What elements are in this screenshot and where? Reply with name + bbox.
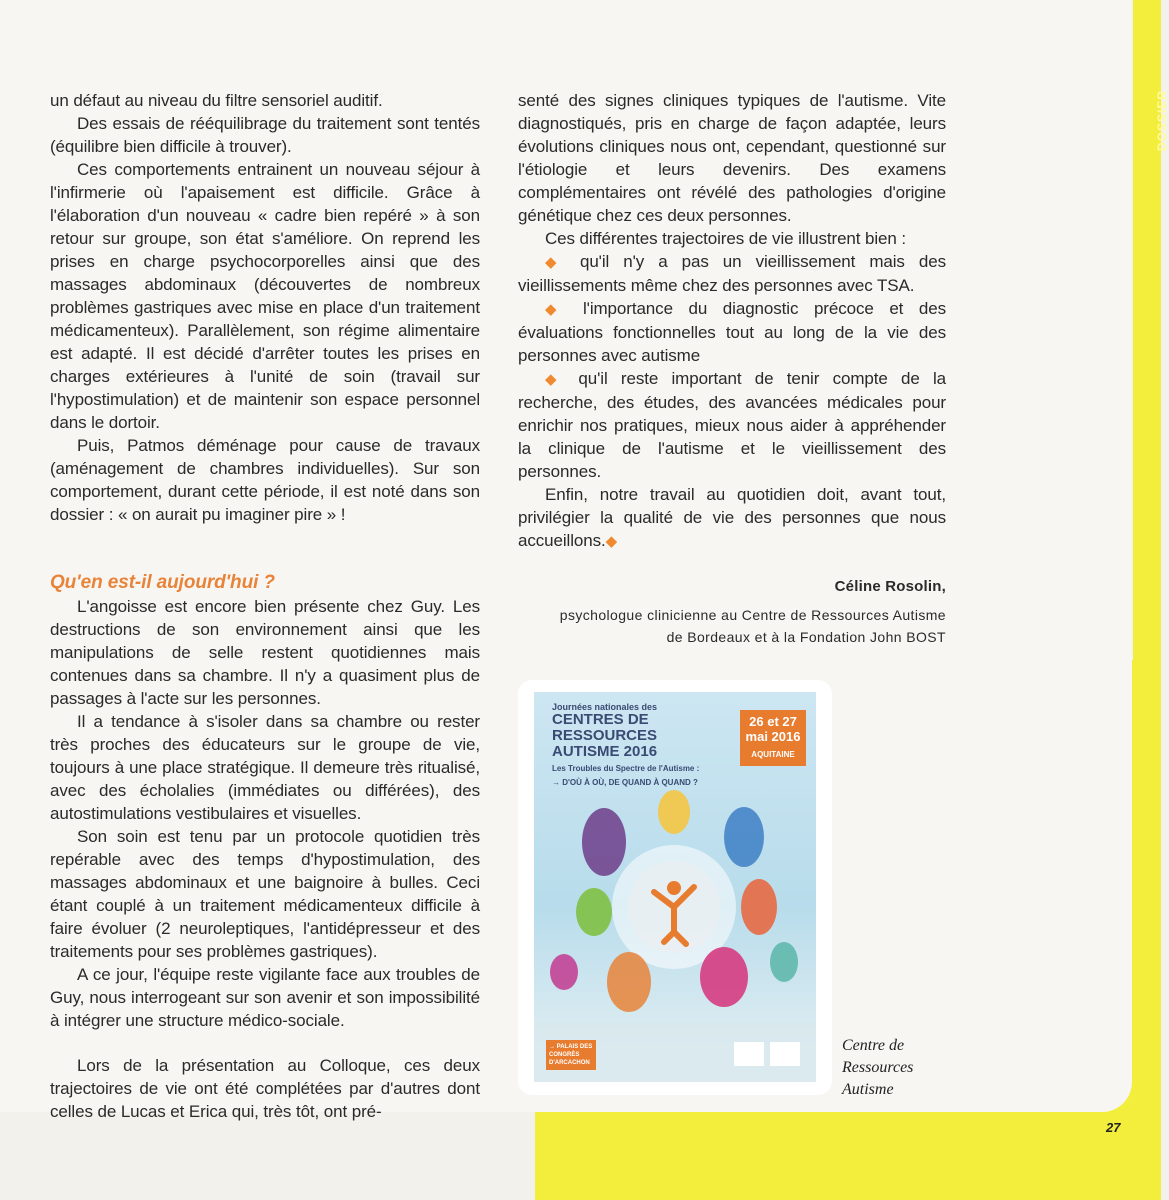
author-name: Céline Rosolin, [834, 578, 946, 595]
right-column [518, 89, 946, 648]
list-item-text: qu'il n'y a pas un vieillissement mais des vieillissements même chez des personnes avec TSA. [518, 252, 947, 295]
list-item [518, 250, 946, 297]
author-credit-line: de Bordeaux et à la Fondation John BOST [666, 629, 946, 645]
list-item [518, 367, 946, 483]
poster-artwork [534, 692, 816, 1082]
list-item-text: l'importance du diagnostic précoce et des évaluations fonctionnelles tout au long de la vie des personnes avec autisme [518, 299, 946, 365]
caption-line: Ressources [842, 1059, 914, 1076]
poster-title-line: RESSOURCES [552, 727, 658, 744]
poster-small-title: Journées nationales des [552, 702, 658, 712]
paragraph: Des essais de rééquilibrage du traitement sont tentés (équilibre bien difficile à trouver). [50, 114, 480, 156]
list-item [518, 297, 946, 367]
paragraph: L'angoisse est encore bien présente chez Guy. Les destructions de son environnement ainsi que les manipulations de selle restent quotidiennes mais contenues dans sa chambre. Il n'y a quasiment plus de passages à l'acte sur les personnes. [50, 597, 480, 708]
author-credit [518, 604, 946, 648]
paragraph: A ce jour, l'équipe reste vigilante face aux troubles de Guy, nous interrogeant sur son avenir et son impossibilité à intégrer une structure médico-sociale. [50, 965, 480, 1030]
closing-text: Enfin, notre travail au quotidien doit, avant tout, privilégier la qualité de vie des personnes que nous accueillons. [518, 485, 946, 550]
yellow-bottom-band [535, 1112, 1161, 1200]
poster-date-line: 26 et 27 [749, 714, 797, 729]
poster-title-line: AUTISME 2016 [552, 743, 658, 760]
bullet-diamond-icon: ◆ [545, 254, 566, 271]
poster-region: AQUITAINE [751, 750, 795, 759]
paragraph: un défaut au niveau du filtre sensoriel auditif. [50, 91, 383, 110]
caption-line: Autisme [842, 1081, 894, 1098]
author-credit-line: psychologue clinicienne au Centre de Ressources Autisme [559, 607, 946, 623]
paragraph: Il a tendance à s'isoler dans sa chambre ou rester très proches des éducateurs sur le groupe de vie, toujours à une place stratégique. Il demeure très ritualisé, avec des écholalies (immédiates ou différées), des autostimulations vestibulaires et visuelles. [50, 712, 480, 823]
end-mark-diamond-icon: ◆ [605, 533, 618, 550]
event-poster [518, 680, 832, 1095]
paragraph: Puis, Patmos déménage pour cause de travaux (aménagement de chambres individuelles). Sur son comportement, durant cette période, il est noté dans son dossier : « on aurait pu imaginer pire » ! [50, 436, 480, 524]
poster-subtitle: Les Troubles du Spectre de l'Autisme : [552, 764, 700, 773]
poster-title-block [552, 702, 712, 788]
list-intro: Ces différentes trajectoires de vie illustrent bien : [545, 229, 907, 248]
page-number: 27 [1106, 1120, 1121, 1135]
section-heading: Qu'en est-il aujourd'hui ? [50, 572, 275, 593]
paragraph: Lors de la présentation au Colloque, ces deux trajectoires de vie ont été complétées par d'autres dont celles de Lucas et Erica qui, très tôt, ont pré- [50, 1056, 480, 1121]
side-section-label: DOSSIER [1155, 90, 1169, 152]
bullet-diamond-icon: ◆ [545, 371, 566, 388]
poster-date-line: mai 2016 [745, 729, 801, 744]
bullet-diamond-icon: ◆ [545, 301, 568, 318]
paragraph: Ces comportements entrainent un nouveau séjour à l'infirmerie où l'apaisement est difficile. Grâce à l'élaboration d'un nouveau « cadre bien repéré » à son retour sur groupe, son état s'améliore. On reprend les prises en charge psychocorporelles ainsi que des massages abdominaux (découvertes de nombreux problèmes gastriques avec mise en place d'un traitement médicamenteux). Parallèlement, son régime alimentaire est adapté. Il est décidé d'arrêter toutes les prises en charges extérieures à l'unité de soin (travail sur l'hypostimulation) et de maintenir son espace personnel dans le dortoir. [50, 160, 480, 432]
poster-date-badge [740, 710, 806, 766]
paragraph [518, 483, 946, 553]
poster-title-line: CENTRES DE [552, 711, 649, 728]
list-item-text: qu'il reste important de tenir compte de la recherche, des études, des avancées médicales pour enrichir nos pratiques, mieux nous aider à appréhender la clinique de l'autisme et le vieillissement des personnes. [518, 369, 947, 481]
paragraph: senté des signes cliniques typiques de l'autisme. Vite diagnostiqués, pris en charge de façon adaptée, leurs évolutions cliniques nous ont, cependant, questionné sur l'étiologie et leurs devenirs. Des examens complémentaires ont révélé des pathologies d'origine génétique chez ces deux personnes. [518, 91, 946, 225]
caption-line: Centre de [842, 1037, 905, 1054]
poster-venue: → PALAIS DES CONGRÈS D'ARCACHON [546, 1040, 596, 1070]
left-column [50, 89, 480, 1123]
poster-caption [842, 1035, 962, 1101]
paragraph: Son soin est tenu par un protocole quotidien très repérable avec des temps d'hypostimulation, des massages abdominaux et une baignoire à bulles. Ceci étant couplé à un traitement médicamenteux difficile à faire évoluer (2 neuroleptiques, l'antidépresseur et des traitements pour ses problèmes gastriques). [50, 827, 480, 961]
poster-subtitle: → D'OÙ À OÙ, DE QUAND À QUAND ? [552, 778, 698, 787]
